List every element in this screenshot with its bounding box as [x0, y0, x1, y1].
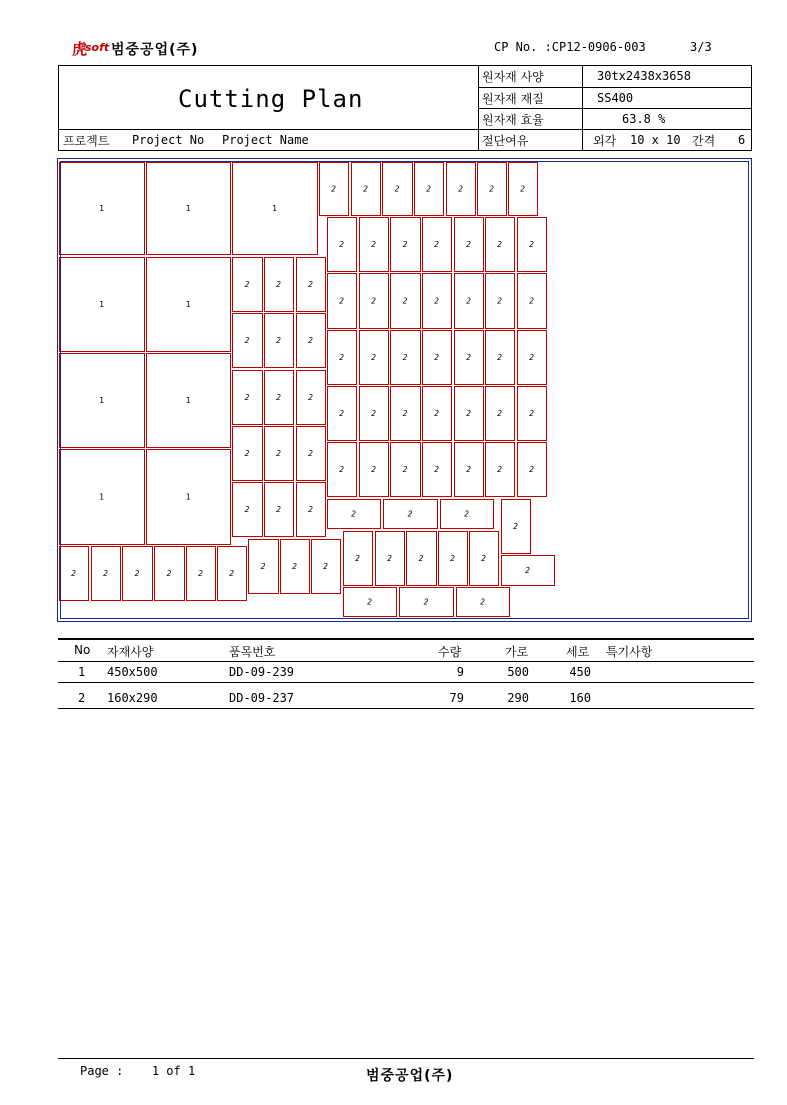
cell-part-no: DD-09-239: [229, 665, 295, 679]
cut-piece-label: 2: [229, 569, 234, 578]
cut-piece: [218, 547, 247, 601]
cut-piece: [518, 274, 547, 329]
col-header-spec: 자재사양: [107, 645, 154, 659]
cut-piece: [147, 450, 231, 545]
cut-piece-label: 2: [480, 597, 485, 607]
cut-piece-label: 1: [272, 204, 277, 213]
cut-piece-label: 2: [466, 409, 471, 418]
table-bottom-rule: [58, 708, 754, 709]
cut-piece: [423, 274, 452, 329]
cut-piece-label: 2: [464, 509, 469, 519]
cut-piece-label: 2: [426, 184, 431, 194]
cut-piece-label: 2: [529, 240, 534, 249]
cut-piece-label: 2: [402, 465, 408, 474]
cut-piece-label: 1: [99, 204, 104, 213]
cut-piece-label: 2: [394, 184, 400, 194]
cut-piece: [344, 588, 397, 617]
cut-piece-label: 2: [371, 465, 376, 474]
cut-piece: [486, 218, 515, 272]
cut-piece: [478, 163, 507, 216]
cut-piece: [249, 540, 279, 594]
cut-piece-label: 2: [367, 597, 372, 607]
material-spec-value: 30tx2438x3658: [597, 69, 691, 83]
cut-piece: [187, 547, 216, 601]
cut-piece-label: 1: [99, 492, 104, 502]
cut-piece: [407, 532, 437, 586]
cut-piece-label: 2: [387, 554, 392, 563]
cut-piece-label: 2: [529, 409, 534, 418]
table-header-rule: [58, 661, 754, 662]
cut-piece-label: 2: [434, 296, 439, 306]
cut-piece: [423, 387, 452, 441]
cut-piece-label: 2: [497, 409, 502, 418]
cut-piece: [297, 371, 326, 425]
cut-piece: [455, 387, 484, 441]
cut-piece-label: 2: [339, 240, 344, 249]
cut-piece: [439, 532, 468, 586]
cut-piece: [147, 163, 231, 255]
cut-piece-label: 2: [339, 353, 344, 362]
cut-piece-label: 2: [434, 409, 439, 418]
cut-piece: [502, 556, 555, 586]
cut-piece-label: 2: [423, 597, 429, 607]
cut-piece: [233, 371, 263, 425]
cut-piece: [328, 331, 357, 385]
project-name-label: Project Name: [222, 133, 309, 147]
gap-value: 6: [738, 133, 746, 147]
cut-piece: [297, 258, 326, 312]
cut-piece-label: 2: [497, 353, 502, 362]
cut-piece-label: 2: [244, 336, 250, 345]
cut-piece-label: 2: [71, 569, 76, 578]
cut-piece-label: 2: [529, 353, 534, 362]
cut-piece-label: 2: [458, 184, 463, 194]
cut-piece-label: 2: [308, 336, 313, 345]
cut-piece-label: 2: [276, 449, 281, 458]
header-company-name: 범중공업(주): [111, 42, 199, 58]
cut-piece: [518, 443, 547, 497]
cut-piece: [360, 274, 389, 329]
material-grade-value: SS400: [597, 91, 634, 105]
footer-page-value: 1 of 1: [151, 1064, 196, 1078]
cut-piece: [352, 163, 381, 216]
cut-piece: [486, 331, 515, 385]
col-header-width: 가로: [505, 645, 529, 659]
cut-piece: [328, 274, 357, 329]
cut-piece: [423, 218, 452, 272]
cut-piece: [233, 483, 263, 537]
cut-piece-label: 2: [244, 280, 250, 289]
cut-piece-label: 2: [103, 569, 108, 578]
cut-piece-label: 2: [529, 296, 534, 306]
cut-piece: [391, 443, 421, 497]
cut-piece-label: 2: [276, 393, 281, 402]
footer-page-info: [80, 1064, 195, 1078]
cut-piece: [265, 427, 294, 481]
cell-qty: 9: [456, 665, 464, 679]
cut-piece: [415, 163, 444, 216]
cut-piece: [486, 274, 515, 329]
cut-piece: [297, 427, 326, 481]
cut-piece: [344, 532, 373, 586]
col-header-no: No: [74, 643, 91, 657]
cut-piece: [518, 331, 547, 385]
material-grade-label: 원자재 재질: [482, 92, 544, 106]
cut-piece-label: 2: [450, 554, 455, 563]
cell-height: 160: [569, 691, 591, 705]
cut-piece: [265, 314, 294, 368]
cut-piece-label: 2: [481, 554, 486, 563]
cut-piece: [328, 218, 357, 272]
cut-piece-label: 2: [402, 409, 408, 418]
cut-piece: [470, 532, 499, 586]
footer-company-name: 범중공업(주): [366, 1068, 454, 1084]
cut-piece: [328, 387, 357, 441]
cut-piece-label: 2: [407, 509, 413, 519]
cut-piece: [297, 483, 326, 537]
cut-piece-label: 2: [244, 505, 250, 514]
cut-piece-label: 2: [520, 184, 525, 194]
cell-no: 1: [78, 665, 86, 679]
efficiency-label: 원자재 효율: [482, 113, 544, 127]
cut-piece-label: 2: [244, 449, 250, 458]
cut-piece: [281, 540, 310, 594]
cut-piece: [360, 387, 389, 441]
cut-piece-label: 2: [466, 296, 471, 306]
cut-piece-label: 2: [529, 465, 534, 474]
cut-piece: [265, 371, 294, 425]
project-label: 프로젝트: [63, 134, 110, 148]
cut-piece-label: 2: [402, 296, 408, 306]
cut-piece: [147, 354, 231, 448]
cut-piece-label: 2: [371, 240, 376, 249]
cut-piece: [423, 331, 452, 385]
cut-piece-label: 2: [355, 554, 360, 563]
cut-piece-label: 2: [260, 562, 266, 571]
cut-piece: [391, 274, 421, 329]
cut-piece-label: 2: [497, 296, 502, 306]
cut-piece: [312, 540, 341, 594]
cut-piece-label: 2: [292, 562, 297, 571]
cell-width: 500: [507, 665, 529, 679]
cut-piece: [486, 387, 515, 441]
cut-piece-label: 2: [513, 522, 518, 531]
cut-piece-label: 2: [244, 393, 250, 402]
col-header-height: 세로: [566, 645, 590, 659]
cut-piece-label: 2: [363, 184, 368, 194]
gap-label: 간격: [692, 134, 716, 148]
cut-piece: [455, 331, 484, 385]
cut-piece: [447, 163, 476, 216]
cut-piece: [518, 218, 547, 272]
cut-piece-label: 2: [371, 353, 376, 362]
cut-piece-label: 2: [434, 465, 439, 474]
cut-piece: [360, 218, 389, 272]
cut-piece: [391, 387, 421, 441]
document-title: Cutting Plan: [178, 85, 364, 113]
project-no-label: Project No: [132, 133, 205, 147]
cut-piece-label: 1: [185, 300, 191, 309]
cut-piece-label: 2: [276, 280, 281, 289]
cut-piece: [502, 500, 531, 554]
page-count: 3/3: [690, 40, 712, 54]
logo-hanja: 虎: [72, 40, 88, 58]
cut-piece-label: 1: [185, 396, 191, 405]
cut-piece: [328, 500, 381, 529]
cut-piece-label: 2: [525, 566, 530, 575]
cut-piece: [486, 443, 515, 497]
cut-piece-label: 2: [497, 465, 502, 474]
cut-piece: [423, 443, 452, 497]
cut-piece: [233, 427, 263, 481]
cut-piece: [265, 258, 294, 312]
cell-part-no: DD-09-237: [229, 691, 295, 705]
cut-piece-label: 2: [308, 280, 313, 289]
cut-piece-label: 2: [308, 505, 313, 514]
cut-piece-label: 2: [402, 353, 408, 362]
cut-piece-label: 2: [351, 509, 356, 519]
cut-piece: [457, 588, 510, 617]
cut-margin-label: 절단여유: [482, 134, 529, 148]
cell-spec: 450x500: [107, 665, 158, 679]
cut-piece-label: 2: [466, 465, 471, 474]
cut-piece: [391, 331, 421, 385]
cut-piece-label: 2: [339, 296, 344, 306]
cut-piece-label: 2: [276, 505, 281, 514]
cut-piece: [233, 163, 318, 255]
cut-piece: [376, 532, 405, 586]
cut-piece-label: 2: [402, 240, 408, 249]
cut-piece: [320, 163, 349, 216]
cut-piece-label: 1: [99, 396, 104, 405]
cut-piece: [441, 500, 494, 529]
outer-value: 10 x 10: [630, 133, 681, 147]
cut-piece: [233, 258, 263, 312]
table-top-rule: [58, 638, 754, 640]
cut-piece: [155, 547, 185, 601]
cell-height: 450: [569, 665, 591, 679]
cut-piece: [400, 588, 454, 617]
cut-piece-label: 1: [185, 204, 191, 213]
cut-piece: [123, 547, 153, 601]
outer-label: 외각: [593, 134, 617, 148]
efficiency-value: 63.8 %: [622, 112, 666, 126]
cp-number: CP No. :CP12-0906-003: [494, 40, 646, 54]
cut-piece-label: 2: [134, 569, 140, 578]
cut-piece-label: 2: [434, 353, 439, 362]
cut-piece: [509, 163, 538, 216]
cut-piece: [60, 450, 145, 545]
col-header-part-no: 품목번호: [229, 645, 276, 659]
cut-piece-label: 1: [185, 492, 191, 502]
cut-piece: [297, 314, 326, 368]
cut-piece-label: 2: [371, 296, 376, 306]
cut-piece: [60, 547, 89, 601]
cut-piece-label: 2: [339, 409, 344, 418]
material-spec-label: 원자재 사양: [482, 70, 544, 84]
cut-piece: [384, 500, 438, 529]
cut-piece: [518, 387, 547, 441]
table-row-rule: [58, 682, 754, 683]
cut-piece-label: 2: [497, 240, 502, 249]
cut-piece-label: 2: [308, 449, 313, 458]
cut-piece-label: 2: [371, 409, 376, 418]
footer-rule: [58, 1058, 754, 1059]
cell-qty: 79: [449, 691, 464, 705]
cut-piece: [391, 218, 421, 272]
cut-piece: [383, 163, 413, 216]
cut-piece: [455, 274, 484, 329]
cut-piece-label: 2: [308, 393, 313, 402]
cell-no: 2: [78, 691, 86, 705]
cut-piece-label: 2: [166, 569, 172, 578]
col-header-remarks: 특기사항: [606, 645, 653, 659]
footer-page-label: Page :: [80, 1064, 124, 1078]
cell-width: 290: [507, 691, 529, 705]
cut-piece-label: 2: [276, 336, 281, 345]
cut-piece-label: 2: [331, 184, 336, 194]
cut-piece: [233, 314, 263, 368]
cut-piece: [265, 483, 294, 537]
cut-piece-label: 2: [466, 240, 471, 249]
col-header-qty: 수량: [438, 645, 462, 659]
cut-piece-label: 2: [418, 554, 424, 563]
cut-piece: [360, 331, 389, 385]
cut-piece-label: 2: [198, 569, 203, 578]
cut-piece-label: 2: [466, 353, 471, 362]
cut-piece-label: 2: [489, 184, 494, 194]
cut-piece: [147, 258, 231, 352]
cut-piece: [328, 443, 357, 497]
logo-text: soft: [85, 41, 110, 54]
cut-piece: [360, 443, 389, 497]
cut-piece: [455, 218, 484, 272]
cut-piece: [60, 354, 145, 448]
cut-piece: [455, 443, 484, 497]
cut-piece-label: 2: [339, 465, 344, 474]
cut-piece-label: 2: [323, 562, 328, 571]
cell-spec: 160x290: [107, 691, 158, 705]
cut-piece-label: 2: [434, 240, 439, 249]
cut-piece: [60, 163, 145, 255]
cut-piece: [92, 547, 121, 601]
cut-piece-label: 1: [99, 300, 104, 309]
cut-piece: [60, 258, 145, 352]
